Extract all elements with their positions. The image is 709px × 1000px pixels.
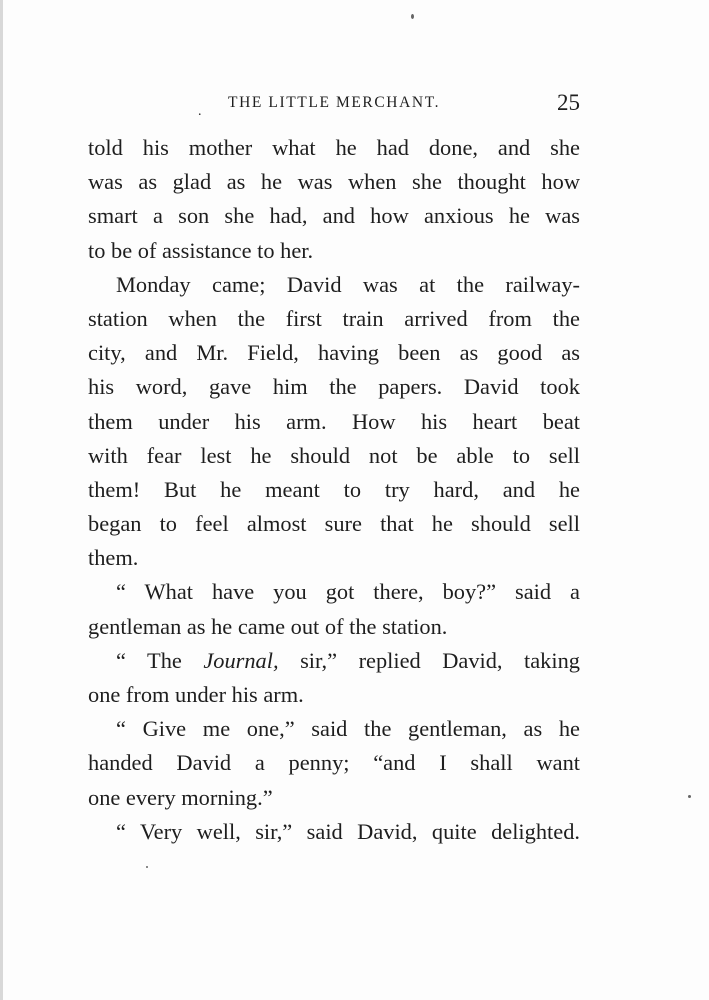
- text-line: his word, gave him the papers. David took: [88, 374, 580, 400]
- ink-speck: [146, 866, 148, 868]
- text-line: was as glad as he was when she thought how: [88, 169, 580, 195]
- text-line: “ Give me one,” said the gentleman, as he: [116, 716, 580, 742]
- text-line: one every morning.”: [88, 784, 273, 810]
- page-header: [180, 90, 580, 120]
- text-segment: sir,” replied David, taking: [300, 647, 580, 673]
- text-line-with-italic: [88, 644, 580, 678]
- text-line: them.: [88, 545, 139, 571]
- ink-speck: [688, 795, 691, 798]
- header-mark: .: [198, 104, 202, 119]
- page-edge-shadow: [0, 0, 3, 1000]
- page-number: 25: [557, 90, 580, 115]
- text-line: began to feel almost sure that he should sell: [88, 511, 580, 537]
- text-line: station when the first train arrived from the: [88, 305, 580, 331]
- text-line: “ What have you got there, boy?” said a: [116, 579, 580, 605]
- text-line: with fear lest he should not be able to sell: [88, 442, 580, 468]
- text-line: Monday came; David was at the railway-: [116, 271, 580, 297]
- text-line: them under his arm. How his heart beat: [88, 408, 580, 434]
- text-line: smart a son she had, and how anxious he was: [88, 203, 580, 229]
- ink-speck: [411, 14, 414, 19]
- text-line: told his mother what he had done, and she: [88, 135, 580, 160]
- text-line: them! But he meant to try hard, and he: [88, 476, 580, 502]
- running-title: THE LITTLE MERCHANT.: [228, 94, 441, 111]
- text-line: city, and Mr. Field, having been as good as: [88, 340, 580, 366]
- text-line: to be of assistance to her.: [88, 237, 314, 263]
- text-line: gentleman as he came out of the station.: [88, 613, 448, 639]
- text-line: one from under his arm.: [88, 682, 304, 707]
- text-segment: “ The: [116, 647, 182, 673]
- text-line: “ Very well, sir,” said David, quite delighted.: [116, 818, 580, 844]
- body-text: [88, 131, 580, 849]
- publication-title: Journal,: [203, 647, 279, 673]
- text-line: handed David a penny; “and I shall want: [88, 750, 580, 776]
